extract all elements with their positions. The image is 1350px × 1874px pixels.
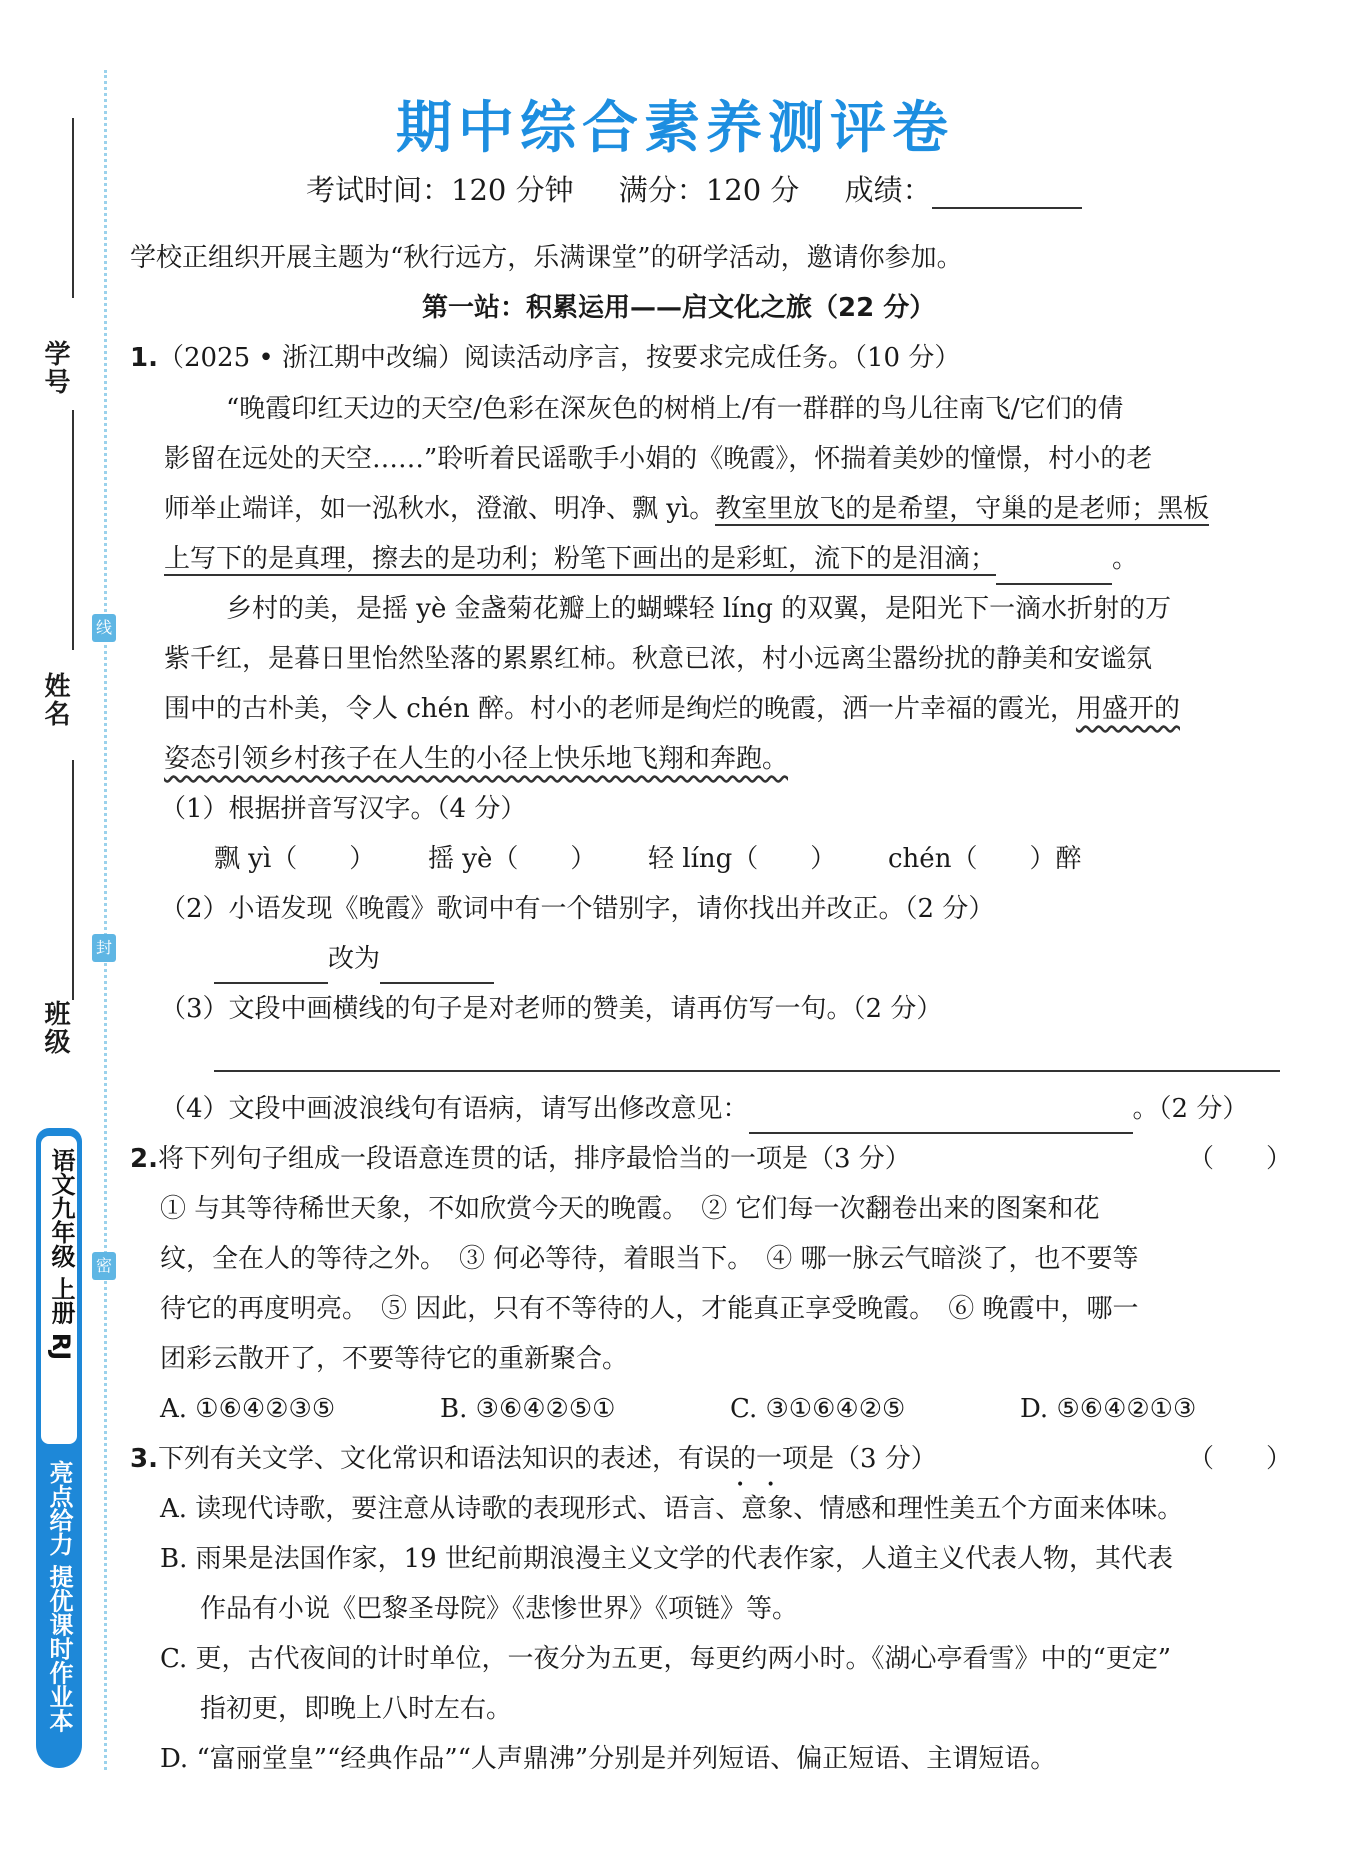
wrong-char-blank[interactable]: [214, 954, 328, 984]
class-line: [72, 760, 74, 1000]
q2-option-b[interactable]: B. ③⑥④②⑤①: [440, 1394, 616, 1424]
score-field[interactable]: [932, 181, 1082, 209]
q1-p1-line3: [164, 484, 1209, 534]
pinyin-item-2[interactable]: 摇 yè（ ）: [428, 844, 597, 874]
class-label: 班级: [40, 1000, 70, 1056]
q3-stem-a: 下列有关文学、文化常识和语法知识的表述，: [157, 1444, 678, 1474]
q1-sub3: （3）文段中画横线的句子是对老师的赞美，请再仿写一句。（2 分）: [160, 994, 943, 1024]
q1-sentence-blank[interactable]: [996, 555, 1112, 585]
q1-p1-line3-a: 师举止端详，如一泓秋水，澄澈、明净、飘 yì。: [164, 494, 716, 524]
q1-number: 1.: [130, 343, 158, 373]
q3-option-b-line2: 作品有小说《巴黎圣母院》《悲惨世界》《项链》等。: [200, 1594, 799, 1624]
q1-p2-line2: 紫千红，是暮日里怡然坠落的累累红柿。秋意已浓，村小远离尘嚣纷扰的静美和安谧氛: [164, 644, 1153, 674]
name-label: 姓名: [40, 672, 70, 728]
q3-number: 3.: [130, 1444, 158, 1474]
q1-sub2-answer: [214, 934, 494, 984]
q1-p2-line3-a: 围中的古朴美，令人 chén 醉。村小的老师是绚烂的晚霞，洒一片幸福的霞光，: [164, 694, 1076, 724]
q1-stem: [130, 333, 960, 383]
student-id-label: 学号: [40, 340, 70, 396]
q1-underlined-sentence-b: 上写下的是真理，擦去的是功利；粉笔下画出的是彩虹，流下的是泪滴；: [164, 544, 997, 574]
q2-line4: 团彩云散开了，不要等待它的重新聚合。: [160, 1344, 629, 1374]
q1-sub4-text: （4）文段中画波浪线句有语病，请写出修改意见：: [160, 1094, 749, 1124]
q1-wavy-sentence-a: 用盛开的: [1075, 694, 1180, 724]
q2-number: 2.: [130, 1144, 158, 1174]
q1-sub4: [160, 1084, 1248, 1134]
exam-meta: [306, 168, 1118, 209]
q1-sub4-end: 。（2 分）: [1132, 1094, 1249, 1124]
q1-sub3-answer-line[interactable]: [214, 1070, 1280, 1072]
pinyin-item-4[interactable]: chén（ ）醉: [888, 844, 1082, 874]
q1-pinyin-row: [214, 834, 1081, 884]
q2-option-d[interactable]: D. ⑤⑥④②①③: [1020, 1394, 1197, 1424]
q1-sub2: （2）小语发现《晚霞》歌词中有一个错别字，请你找出并改正。（2 分）: [160, 894, 995, 924]
q1-underlined-sentence-a: 教室里放飞的是希望，守巢的是老师；黑板: [715, 494, 1210, 524]
q1-p2-line4: [164, 734, 788, 784]
q1-sub2-mid: 改为: [328, 944, 381, 974]
q3-option-d[interactable]: D. “富丽堂皇”“经典作品”“人声鼎沸”分别是并列短语、偏正短语、主谓短语。: [160, 1744, 1057, 1774]
book-sidebar-top: [39, 1134, 79, 1446]
q1-p1-line1: “晚霞印红天边的天空/色彩在深灰色的树梢上/有一群群的鸟儿往南飞/它们的倩: [226, 394, 1124, 424]
q1-wavy-sentence-b: 姿态引领乡村孩子在人生的小径上快乐地飞翔和奔跑。: [164, 744, 789, 774]
full-score: 满分：120 分: [618, 173, 800, 207]
cut-mark-line: 线: [92, 614, 116, 642]
exam-time: 考试时间：120 分钟: [306, 173, 574, 207]
section1-title: 第一站：积累运用——启文化之旅（22 分）: [422, 293, 936, 323]
q1-sub1: （1）根据拼音写汉字。（4 分）: [160, 794, 527, 824]
page-title: 期中综合素养测评卷: [396, 96, 954, 161]
q1-sub4-blank[interactable]: [749, 1104, 1133, 1134]
q3-stem: [130, 1434, 937, 1484]
q1-p1-line2: 影留在远处的天空……”聆听着民谣歌手小娟的《晚霞》，怀揣着美妙的憧憬，村小的老: [164, 444, 1153, 474]
cut-mark-seal: 封: [92, 934, 116, 962]
q2-line2: 纹，全在人的等待之外。 ③ 何必等待，着眼当下。 ④ 哪一脉云气暗淡了，也不要等: [160, 1244, 1139, 1274]
pinyin-item-1[interactable]: 飘 yì（ ）: [214, 844, 376, 874]
correct-char-blank[interactable]: [380, 954, 494, 984]
q2-stem-text: 将下列句子组成一段语意连贯的话，排序最恰当的一项是（3 分）: [157, 1144, 911, 1174]
q1-stem-text: （2025 • 浙江期中改编）阅读活动序言，按要求完成任务。（10 分）: [157, 343, 961, 373]
q2-options: [160, 1384, 1196, 1434]
book-series-label: 亮点给力 提优课时作业本: [45, 1460, 73, 1733]
q2-option-a[interactable]: A. ①⑥④②③⑤: [160, 1394, 336, 1424]
q1-p1-line4-end: 。: [1112, 544, 1139, 574]
q2-stem: [130, 1134, 911, 1184]
cut-mark-secret: 密: [92, 1252, 116, 1280]
q3-option-c-line2: 指初更，即晚上八时左右。: [200, 1694, 513, 1724]
q2-answer-paren[interactable]: （ ）: [1188, 1144, 1293, 1174]
binding-dotted-line: [104, 70, 107, 1770]
q3-answer-paren[interactable]: （ ）: [1188, 1444, 1293, 1474]
score-label: 成绩：: [844, 173, 932, 207]
intro-text: 学校正组织开展主题为“秋行远方，乐满课堂”的研学活动，邀请你参加。: [130, 243, 963, 273]
book-sidebar: [36, 1128, 82, 1768]
q3-option-c-line1[interactable]: C. 更，古代夜间的计时单位，一夜分为五更，每更约两小时。《湖心亭看雪》中的“更定”: [160, 1644, 1172, 1674]
pinyin-item-3[interactable]: 轻 líng（ ）: [648, 844, 837, 874]
q1-p2-line3: [164, 684, 1180, 734]
q2-option-c[interactable]: C. ③①⑥④②⑤: [730, 1394, 906, 1424]
q3-emphasis-dots: • •: [736, 1477, 775, 1493]
q3-stem-b: 的一项是（3 分）: [730, 1444, 937, 1474]
q3-option-b-line1[interactable]: B. 雨果是法国作家，19 世纪前期浪漫主义文学的代表作家，人道主义代表人物，其代表: [160, 1544, 1173, 1574]
q3-emphasis: 有误: [677, 1444, 730, 1474]
book-subject-label: 语文九年级 上册 RJ: [47, 1148, 75, 1361]
q1-p2-line1: 乡村的美，是摇 yè 金盏菊花瓣上的蝴蝶轻 líng 的双翼，是阳光下一滴水折射的万: [226, 594, 1172, 624]
q3-option-a[interactable]: A. 读现代诗歌，要注意从诗歌的表现形式、语言、意象、情感和理性美五个方面来体味。: [160, 1494, 1184, 1524]
q1-p1-line4: [164, 534, 1138, 585]
q2-line1: ① 与其等待稀世天象，不如欣赏今天的晚霞。 ② 它们每一次翻卷出来的图案和花: [160, 1194, 1100, 1224]
q2-line3: 待它的再度明亮。 ⑤ 因此，只有不等待的人，才能真正享受晚霞。 ⑥ 晚霞中，哪一: [160, 1294, 1139, 1324]
name-line: [72, 410, 74, 650]
